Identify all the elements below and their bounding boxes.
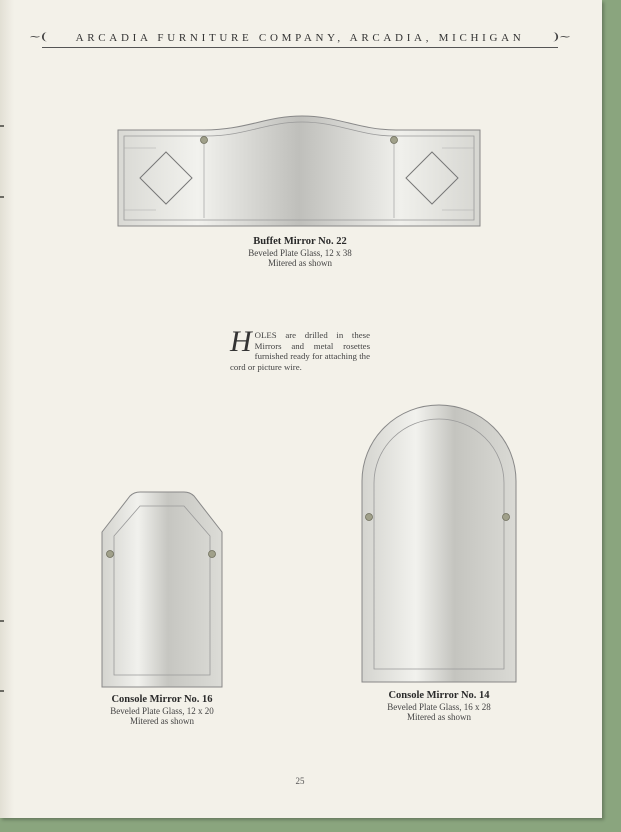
- note-text: OLES are drilled in these Mirrors and metal rosettes furnished ready for attaching the cord or picture wire.: [230, 330, 370, 372]
- console-mirror-16-illustration: [100, 490, 224, 690]
- rosette-icon: [107, 551, 114, 558]
- note-drop-cap: H: [230, 325, 252, 358]
- console-mirror-14-illustration: [360, 403, 518, 685]
- console-mirror-14-spec: Beveled Plate Glass, 16 x 28: [387, 702, 491, 712]
- console-mirror-16-finish: Mitered as shown: [130, 716, 194, 726]
- page-number: 25: [295, 776, 305, 786]
- binding-hole: [0, 620, 4, 622]
- buffet-mirror-spec: Beveled Plate Glass, 12 x 38: [248, 248, 352, 258]
- buffet-mirror-finish: Mitered as shown: [268, 258, 332, 268]
- header-rule: [42, 47, 558, 48]
- rosette-icon: [503, 514, 510, 521]
- buffet-mirror-name: Buffet Mirror No. 22: [253, 236, 347, 247]
- rosette-icon: [201, 137, 208, 144]
- console-mirror-14-name: Console Mirror No. 14: [388, 690, 490, 701]
- rosette-icon: [391, 137, 398, 144]
- header-ornament-right: ❩⁓: [551, 32, 570, 43]
- rosette-icon: [209, 551, 216, 558]
- page-header: [30, 30, 570, 50]
- binding-hole: [0, 196, 4, 198]
- console-mirror-14-finish: Mitered as shown: [407, 712, 471, 722]
- buffet-mirror-caption: [200, 235, 400, 268]
- header-ornament-left: ⁓❨: [30, 32, 49, 43]
- console-mirror-16-name: Console Mirror No. 16: [111, 694, 213, 705]
- console-mirror-14-caption: [339, 689, 539, 722]
- console-mirror-16-spec: Beveled Plate Glass, 12 x 20: [110, 706, 214, 716]
- binding-hole: [0, 125, 4, 127]
- holes-note: [230, 325, 370, 372]
- header-title: ARCADIA FURNITURE COMPANY, ARCADIA, MICHIGAN: [75, 32, 525, 44]
- rosette-icon: [366, 514, 373, 521]
- console-mirror-16-caption: [62, 693, 262, 726]
- binding-hole: [0, 690, 4, 692]
- buffet-mirror-illustration: [116, 112, 482, 230]
